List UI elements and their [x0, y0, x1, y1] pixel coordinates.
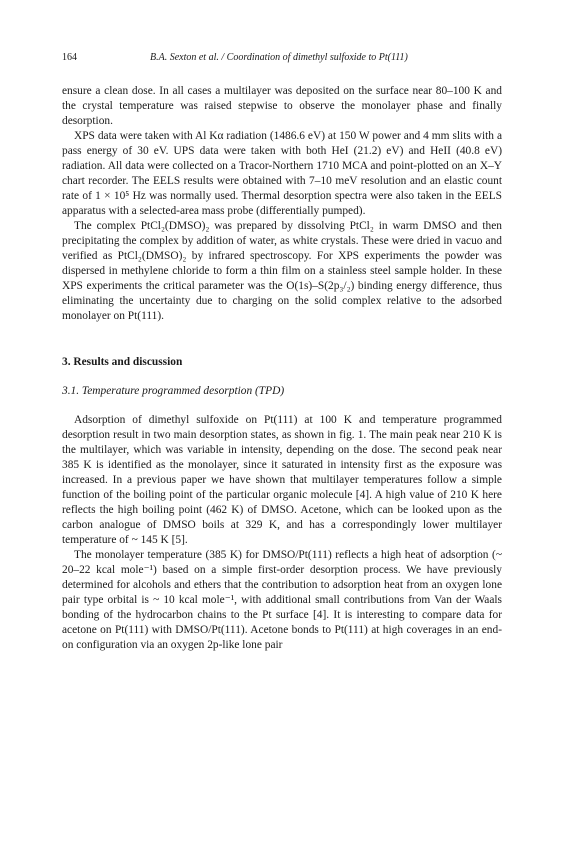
paragraph-results-2: The monolayer temperature (385 K) for DMSO/Pt(111) reflects a high heat of adsorption (~ 20–22 kcal mole⁻¹) based on a simple first-order desorption process. We have previously determined for alcohols and ethers that the contribution to adsorption heat from an oxygen lone pair type orbital is ~ 10 kcal mole⁻¹, with additional small contributions from Van der Waals bonding of the hydrocarbon chains to the Pt surface [4]. It is interesting to compare data for acetone on Pt(111) with DMSO/Pt(111). Acetone bonds to Pt(111) at high coverages in an end-on configuration via an oxygen 2p-like lone pair — [62, 549, 502, 651]
paragraph-intro-1: ensure a clean dose. In all cases a multilayer was deposited on the surface near 80–100 K and the crystal temperature was raised stepwise to observe the monolayer phase and finally desorption. — [62, 85, 502, 127]
page-number: 164 — [62, 52, 77, 63]
running-title: B.A. Sexton et al. / Coordination of dimethyl sulfoxide to Pt(111) — [150, 52, 408, 63]
subsection-heading: 3.1. Temperature programmed desorption (TPD) — [62, 385, 285, 397]
section-heading: 3. Results and discussion — [62, 356, 183, 368]
paragraph-results-1: Adsorption of dimethyl sulfoxide on Pt(111) at 100 K and temperature programmed desorption result in two main desorption states, as shown in fig. 1. The main peak near 210 K is the multilayer, which was variable in intensity, depending on the dose. The second peak near 385 K is identified as the monolayer, since it saturated in intensity first as the exposure was increased. In a previous paper we have shown that multilayer temperatures follow a simple function of the boiling point of the particular organic molecule [4]. A high value of 210 K here reflects the high boiling point (462 K) of DMSO. Acetone, which can be looked upon as the carbon analogue of DMSO boils at 329 K, and has a correspondingly lower multilayer temperature of ~ 145 K [5]. — [62, 414, 502, 546]
paragraph-intro-2: XPS data were taken with Al Kα radiation (1486.6 eV) at 150 W power and 4 mm slits with a pass energy of 30 eV. UPS data were taken with both HeI (21.2) eV) and HeII (40.8 eV) radiation. All data were collected on a Tracor-Northern 1710 MCA and point-plotted on an X–Y chart recorder. The EELS results were obtained with 7–10 meV resolution and an elastic count rate of 1 × 10⁵ Hz was normally used. Thermal desorption spectra were also taken in the EELS apparatus with a selected-area mass probe (differentially pumped). — [62, 130, 502, 217]
paragraph-intro-3: The complex PtCl₂(DMSO)₂ was prepared by dissolving PtCl₂ in warm DMSO and then precipitating the complex by addition of water, as white crystals. These were dried in vacuo and verified as PtCl₂(DMSO)₂ by infrared spectroscopy. For XPS experiments the powder was dispersed in methylene chloride to form a thin film on a stainless steel sample holder. In these XPS experiments the critical parameter was the O(1s)–S(2p₃/₂) binding energy difference, thus eliminating the uncertainty due to charging on the solid complex relative to the adsorbed monolayer on Pt(111). — [62, 220, 502, 322]
article-body — [62, 84, 502, 653]
